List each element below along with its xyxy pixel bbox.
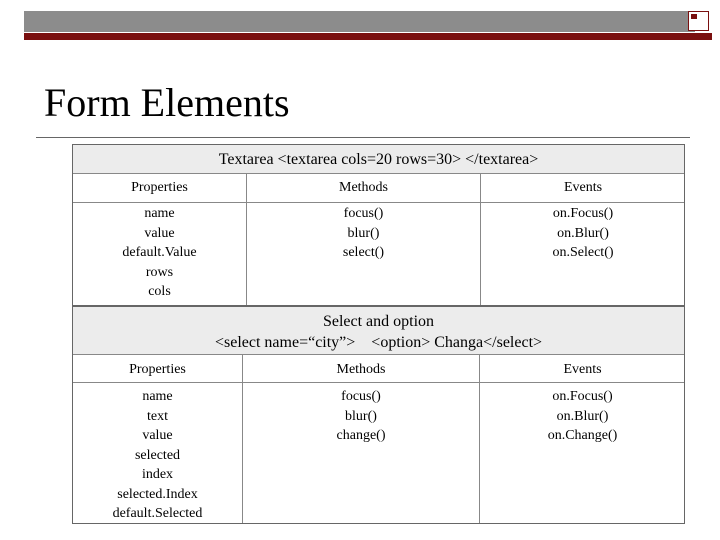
header-methods: Methods [339, 180, 388, 195]
header-divider [73, 202, 684, 203]
header-divider [73, 382, 684, 383]
select-table [72, 306, 685, 524]
events-list: on.Focus() on.Blur() on.Select() [552, 206, 614, 260]
header-events: Events [563, 362, 602, 377]
corner-square-icon [688, 11, 709, 31]
slide-title: Form Elements [44, 80, 290, 125]
textarea-caption: Textarea <textarea cols=20 rows=30> </textarea> [73, 145, 684, 174]
header-properties: Properties [131, 180, 188, 195]
top-accent-bar [24, 33, 712, 40]
textarea-table [72, 144, 685, 306]
select-caption [73, 307, 684, 355]
top-decor-bar [24, 11, 695, 32]
methods-list: focus() blur() select() [342, 206, 385, 260]
header-properties: Properties [129, 362, 186, 377]
events-list: on.Focus() on.Blur() on.Change() [547, 389, 618, 443]
select-caption-line1: Select and option [322, 313, 435, 330]
select-caption-line2: <select name=“city”> <option> Changa</select> [214, 334, 543, 351]
properties-list: name value default.Value rows cols [122, 206, 197, 299]
properties-list: name text value selected index selected.Index default.Selected [112, 389, 203, 521]
methods-list: focus() blur() change() [336, 389, 386, 443]
title-divider [36, 137, 690, 138]
header-methods: Methods [336, 362, 386, 377]
header-events: Events [563, 180, 603, 195]
